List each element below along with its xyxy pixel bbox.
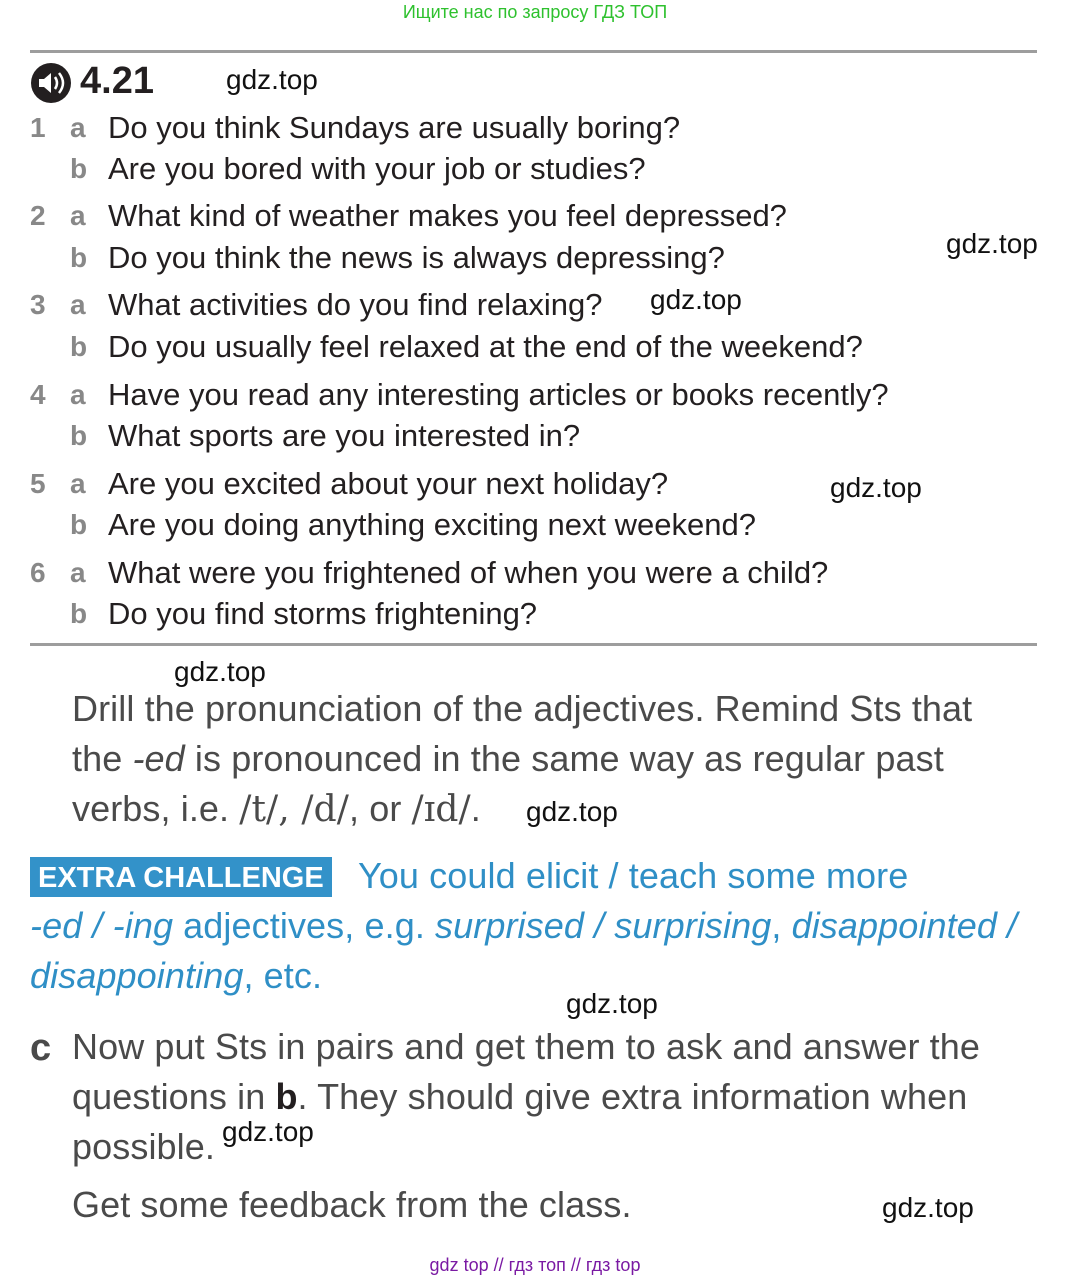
separator: , or: [349, 788, 412, 829]
question-text: Do you find storms frightening?: [108, 596, 538, 631]
question-text: What kind of weather makes you feel depressed?: [108, 198, 787, 233]
question-letter: b: [70, 242, 88, 273]
question-number: 1: [30, 112, 46, 143]
drill-line-1: Drill the pronunciation of the adjectives. Remind Sts that: [72, 688, 973, 729]
bottom-divider: [30, 643, 1037, 646]
question-number: 5: [30, 468, 46, 499]
top-banner: Ищите нас по запросу ГДЗ ТОП: [402, 2, 668, 22]
separator: ,: [278, 789, 302, 830]
watermark: gdz.top: [526, 796, 618, 827]
question-text: What activities do you find relaxing?: [108, 287, 603, 322]
section-c-line-2: [72, 1076, 967, 1118]
question-item: [0, 198, 1070, 238]
watermark: gdz.top: [566, 988, 658, 1019]
question-item: [0, 287, 1070, 327]
question-item: [0, 240, 1070, 280]
drill-line-3: [72, 788, 481, 830]
footer-links: gdz top // гдз топ // гдз top: [429, 1255, 641, 1275]
question-item: [0, 329, 1070, 369]
question-letter: a: [70, 112, 86, 143]
question-item: [0, 555, 1070, 595]
watermark: gdz.top: [882, 1192, 974, 1223]
question-text: Do you think the news is always depressing?: [108, 240, 725, 275]
example: surprised / surprising: [435, 905, 772, 946]
watermark: gdz.top: [174, 656, 266, 687]
ipa-id: /ɪd/: [411, 789, 471, 830]
question-text: Are you excited about your next holiday?: [108, 466, 669, 501]
drill-line-2: [72, 738, 944, 780]
text: the: [72, 738, 133, 779]
question-text: What were you frightened of when you were a child?: [108, 555, 829, 590]
watermark: gdz.top: [830, 472, 922, 503]
text: ,: [771, 905, 792, 946]
ed-ing: -ed / -ing: [30, 905, 174, 946]
extra-challenge-badge: EXTRA CHALLENGE: [30, 857, 332, 897]
section-letter-c: c: [30, 1027, 52, 1069]
question-number: 6: [30, 557, 46, 588]
question-number: 2: [30, 200, 46, 231]
question-item: [0, 151, 1070, 191]
question-letter: b: [70, 598, 88, 629]
question-letter: a: [70, 200, 86, 231]
question-item: [0, 418, 1070, 458]
bold-b: b: [275, 1076, 298, 1117]
question-text: Do you usually feel relaxed at the end of the weekend?: [108, 329, 863, 364]
text: verbs, i.e.: [72, 788, 240, 829]
track-number: 4.21: [80, 60, 154, 102]
watermark: gdz.top: [226, 64, 318, 95]
top-divider: [30, 50, 1037, 53]
extra-challenge-line-2: [30, 905, 1017, 947]
question-item: [0, 110, 1070, 150]
question-letter: b: [70, 420, 88, 451]
question-text: Are you doing anything exciting next weekend?: [108, 507, 756, 542]
text: questions in: [72, 1076, 276, 1117]
question-number: 3: [30, 289, 46, 320]
watermark: gdz.top: [650, 284, 742, 315]
question-letter: b: [70, 153, 88, 184]
question-letter: a: [70, 557, 86, 588]
section-c-line-3: possible.: [72, 1126, 215, 1167]
question-item: [0, 507, 1070, 547]
question-item: [0, 596, 1070, 636]
question-letter: a: [70, 289, 86, 320]
example: disappointed /: [791, 905, 1018, 946]
question-number: 4: [30, 379, 46, 410]
watermark: gdz.top: [222, 1116, 314, 1147]
text: . They should give extra information when: [297, 1076, 968, 1117]
question-item: [0, 377, 1070, 417]
ipa-d: /d/: [301, 789, 349, 830]
question-text: What sports are you interested in?: [108, 418, 581, 453]
question-text: Do you think Sundays are usually boring?: [108, 110, 681, 145]
ed-suffix: -ed: [132, 738, 185, 779]
section-c-line-1: Now put Sts in pairs and get them to ask and answer the: [72, 1026, 980, 1067]
text: , etc.: [243, 955, 323, 996]
question-text: Are you bored with your job or studies?: [108, 151, 646, 186]
watermark: gdz.top: [946, 228, 1038, 259]
text: is pronounced in the same way as regular past: [184, 738, 944, 779]
question-letter: b: [70, 509, 88, 540]
question-text: Have you read any interesting articles or books recently?: [108, 377, 889, 412]
period: .: [470, 788, 481, 829]
extra-challenge-line-3: [30, 955, 322, 997]
text: adjectives, e.g.: [173, 905, 436, 946]
question-letter: a: [70, 379, 86, 410]
extra-challenge-line-1: You could elicit / teach some more: [358, 855, 909, 896]
feedback-line: Get some feedback from the class.: [72, 1184, 632, 1225]
audio-speaker-icon[interactable]: [30, 62, 72, 104]
question-letter: b: [70, 331, 88, 362]
question-letter: a: [70, 468, 86, 499]
example: disappointing: [30, 955, 244, 996]
ipa-t: /t/: [239, 789, 279, 830]
